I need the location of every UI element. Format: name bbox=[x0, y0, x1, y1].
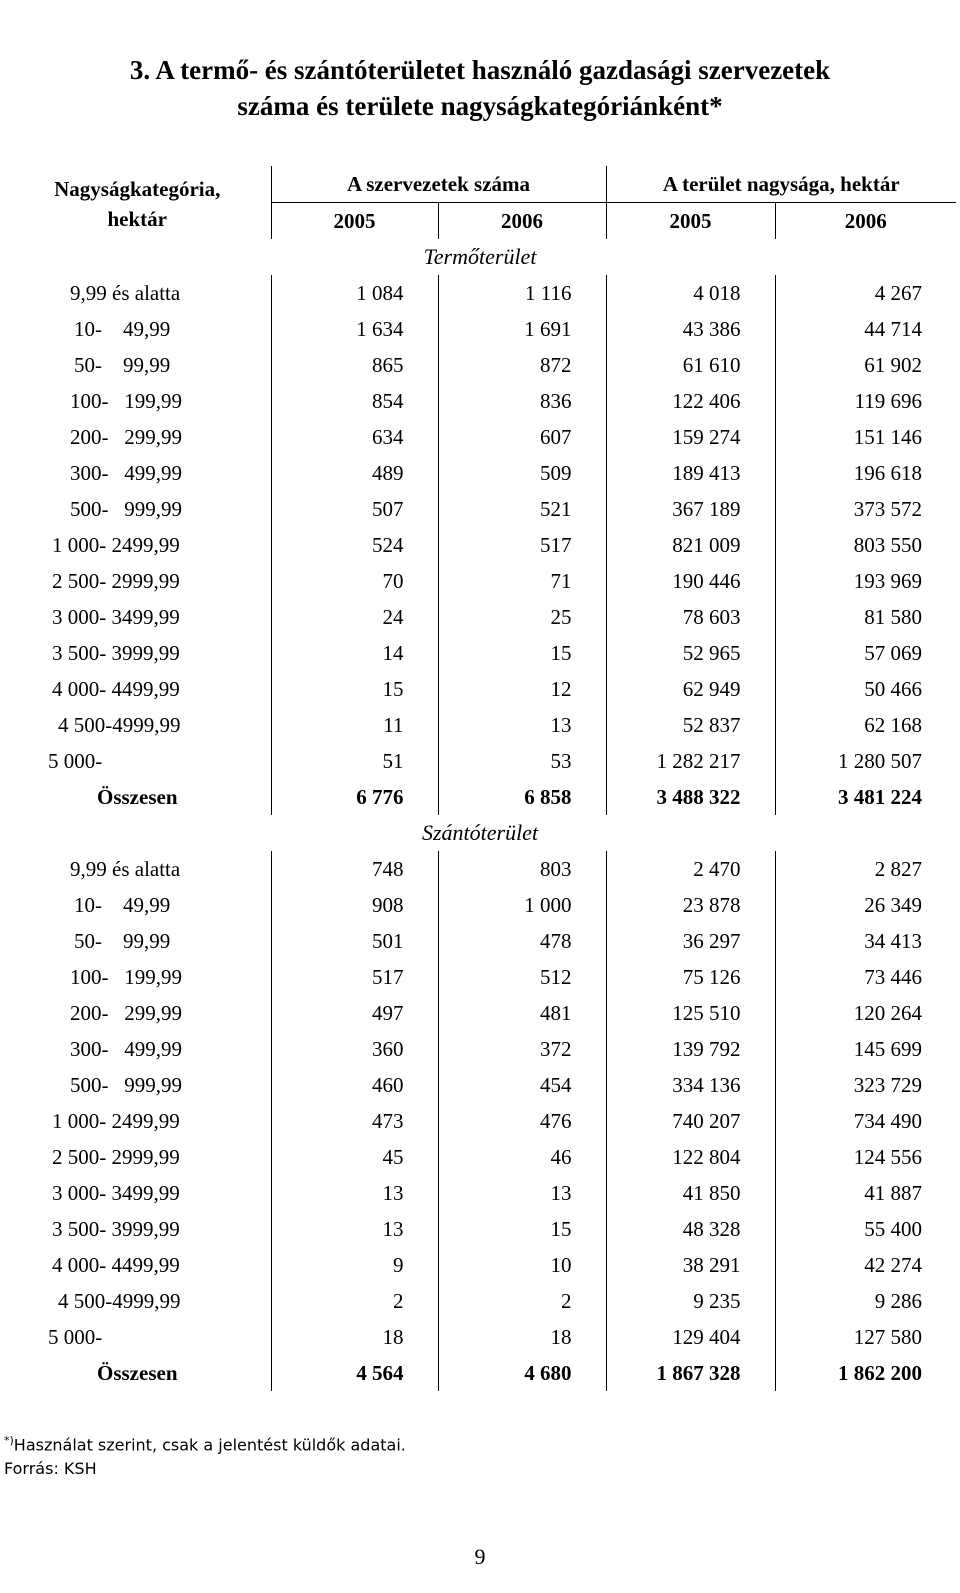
row-label-text: 4 000- 4499,99 bbox=[52, 676, 180, 701]
row-label bbox=[4, 923, 271, 959]
footnote bbox=[4, 1434, 406, 1454]
cell-value: 11 bbox=[271, 707, 438, 743]
cell-value: 9 235 bbox=[606, 1283, 775, 1319]
row-label-text: 500- 999,99 bbox=[70, 1072, 182, 1097]
table-row bbox=[4, 1247, 956, 1283]
cell-value: 44 714 bbox=[775, 311, 956, 347]
cell-value: 51 bbox=[271, 743, 438, 779]
cell-value: 1 634 bbox=[271, 311, 438, 347]
row-label-text: 1 000- 2499,99 bbox=[52, 532, 180, 557]
table-row bbox=[4, 383, 956, 419]
row-label bbox=[4, 1211, 271, 1247]
cell-value: 373 572 bbox=[775, 491, 956, 527]
row-label bbox=[4, 383, 271, 419]
row-label-header-line1: Nagyságkategória, bbox=[54, 177, 221, 201]
header-row-groups bbox=[4, 166, 956, 203]
cell-value: 1 116 bbox=[438, 275, 606, 311]
row-label-text: 9,99 és alatta bbox=[70, 856, 181, 881]
table-row bbox=[4, 599, 956, 635]
cell-value: 1 282 217 bbox=[606, 743, 775, 779]
header-year: 2005 bbox=[606, 203, 775, 240]
cell-value: 78 603 bbox=[606, 599, 775, 635]
data-table bbox=[4, 166, 956, 1391]
cell-value: 52 837 bbox=[606, 707, 775, 743]
cell-value: 803 550 bbox=[775, 527, 956, 563]
table-row bbox=[4, 491, 956, 527]
section-title: Termőterület bbox=[423, 244, 537, 269]
row-label bbox=[4, 347, 271, 383]
source-note: Forrás: KSH bbox=[4, 1459, 97, 1478]
row-label-text: 4 000- 4499,99 bbox=[52, 1252, 180, 1277]
cell-value: 26 349 bbox=[775, 887, 956, 923]
row-label-text: 200- 299,99 bbox=[70, 424, 182, 449]
cell-value: 13 bbox=[271, 1211, 438, 1247]
row-label bbox=[4, 275, 271, 311]
cell-value: 52 965 bbox=[606, 635, 775, 671]
cell-value: 139 792 bbox=[606, 1031, 775, 1067]
cell-value: 460 bbox=[271, 1067, 438, 1103]
cell-value: 75 126 bbox=[606, 959, 775, 995]
header-year: 2006 bbox=[775, 203, 956, 240]
cell-value: 4 267 bbox=[775, 275, 956, 311]
row-label bbox=[4, 671, 271, 707]
table-row bbox=[4, 671, 956, 707]
row-label-text: 5 000- bbox=[48, 1324, 103, 1349]
row-label bbox=[4, 491, 271, 527]
row-label bbox=[4, 959, 271, 995]
cell-value: 41 887 bbox=[775, 1175, 956, 1211]
cell-value: 36 297 bbox=[606, 923, 775, 959]
cell-value: 607 bbox=[438, 419, 606, 455]
cell-value: 1 691 bbox=[438, 311, 606, 347]
cell-value: 122 406 bbox=[606, 383, 775, 419]
cell-value: 524 bbox=[271, 527, 438, 563]
total-value: 3 481 224 bbox=[775, 779, 956, 815]
cell-value: 45 bbox=[271, 1139, 438, 1175]
table-row bbox=[4, 563, 956, 599]
table-row bbox=[4, 1283, 956, 1319]
header-group-area: A terület nagysága, hektár bbox=[606, 166, 956, 203]
section-title: Szántóterület bbox=[421, 820, 539, 845]
row-label bbox=[4, 887, 271, 923]
cell-value: 634 bbox=[271, 419, 438, 455]
cell-value: 125 510 bbox=[606, 995, 775, 1031]
row-label-text: 1 000- 2499,99 bbox=[52, 1108, 180, 1133]
cell-value: 372 bbox=[438, 1031, 606, 1067]
cell-value: 41 850 bbox=[606, 1175, 775, 1211]
row-label bbox=[4, 995, 271, 1031]
cell-value: 18 bbox=[271, 1319, 438, 1355]
cell-value: 734 490 bbox=[775, 1103, 956, 1139]
row-label bbox=[4, 527, 271, 563]
cell-value: 73 446 bbox=[775, 959, 956, 995]
cell-value: 908 bbox=[271, 887, 438, 923]
row-label bbox=[4, 1103, 271, 1139]
row-label-text: 3 000- 3499,99 bbox=[52, 604, 180, 629]
total-value: 6 776 bbox=[271, 779, 438, 815]
cell-value: 740 207 bbox=[606, 1103, 775, 1139]
page-number: 9 bbox=[474, 1544, 486, 1569]
total-value: 1 867 328 bbox=[606, 1355, 775, 1391]
cell-value: 454 bbox=[438, 1067, 606, 1103]
table-row bbox=[4, 275, 956, 311]
row-label bbox=[4, 707, 271, 743]
cell-value: 151 146 bbox=[775, 419, 956, 455]
footnote-mark: *) bbox=[4, 1434, 14, 1447]
section-header-row bbox=[4, 239, 956, 275]
cell-value: 501 bbox=[271, 923, 438, 959]
table-row bbox=[4, 1211, 956, 1247]
row-label bbox=[4, 311, 271, 347]
footnote-text: Használat szerint, csak a jelentést küldők adatai. bbox=[13, 1435, 406, 1455]
total-value: 6 858 bbox=[438, 779, 606, 815]
cell-value: 43 386 bbox=[606, 311, 775, 347]
cell-value: 122 804 bbox=[606, 1139, 775, 1175]
row-label bbox=[4, 1067, 271, 1103]
total-value: 4 564 bbox=[271, 1355, 438, 1391]
cell-value: 489 bbox=[271, 455, 438, 491]
cell-value: 476 bbox=[438, 1103, 606, 1139]
total-row bbox=[4, 779, 956, 815]
cell-value: 517 bbox=[438, 527, 606, 563]
cell-value: 836 bbox=[438, 383, 606, 419]
cell-value: 18 bbox=[438, 1319, 606, 1355]
row-label-text: 300- 499,99 bbox=[70, 1036, 182, 1061]
table-row bbox=[4, 851, 956, 887]
row-label-text: 4 500-4999,99 bbox=[58, 1288, 181, 1313]
cell-value: 53 bbox=[438, 743, 606, 779]
cell-value: 42 274 bbox=[775, 1247, 956, 1283]
header-group-count: A szervezetek száma bbox=[271, 166, 606, 203]
cell-value: 507 bbox=[271, 491, 438, 527]
cell-value: 159 274 bbox=[606, 419, 775, 455]
cell-value: 13 bbox=[438, 1175, 606, 1211]
cell-value: 803 bbox=[438, 851, 606, 887]
cell-value: 34 413 bbox=[775, 923, 956, 959]
cell-value: 2 827 bbox=[775, 851, 956, 887]
cell-value: 360 bbox=[271, 1031, 438, 1067]
cell-value: 517 bbox=[271, 959, 438, 995]
row-label bbox=[4, 1175, 271, 1211]
table-row bbox=[4, 1319, 956, 1355]
cell-value: 71 bbox=[438, 563, 606, 599]
total-value: 3 488 322 bbox=[606, 779, 775, 815]
cell-value: 4 018 bbox=[606, 275, 775, 311]
table-row bbox=[4, 635, 956, 671]
row-label-text: 50- 99,99 bbox=[74, 352, 171, 377]
cell-value: 478 bbox=[438, 923, 606, 959]
cell-value: 55 400 bbox=[775, 1211, 956, 1247]
page-title bbox=[0, 52, 960, 124]
cell-value: 38 291 bbox=[606, 1247, 775, 1283]
cell-value: 13 bbox=[438, 707, 606, 743]
table-row bbox=[4, 959, 956, 995]
cell-value: 189 413 bbox=[606, 455, 775, 491]
cell-value: 14 bbox=[271, 635, 438, 671]
total-value: 1 862 200 bbox=[775, 1355, 956, 1391]
section-header-row bbox=[4, 815, 956, 851]
cell-value: 70 bbox=[271, 563, 438, 599]
cell-value: 129 404 bbox=[606, 1319, 775, 1355]
row-label-text: 200- 299,99 bbox=[70, 1000, 182, 1025]
row-label bbox=[4, 851, 271, 887]
cell-value: 521 bbox=[438, 491, 606, 527]
table-row bbox=[4, 347, 956, 383]
title-line-2: száma és területe nagyságkategóriánként* bbox=[237, 91, 723, 121]
row-label bbox=[4, 743, 271, 779]
table-row bbox=[4, 707, 956, 743]
cell-value: 190 446 bbox=[606, 563, 775, 599]
cell-value: 119 696 bbox=[775, 383, 956, 419]
cell-value: 509 bbox=[438, 455, 606, 491]
cell-value: 61 902 bbox=[775, 347, 956, 383]
cell-value: 50 466 bbox=[775, 671, 956, 707]
row-label bbox=[4, 635, 271, 671]
row-label-text: 3 500- 3999,99 bbox=[52, 640, 180, 665]
cell-value: 497 bbox=[271, 995, 438, 1031]
cell-value: 57 069 bbox=[775, 635, 956, 671]
cell-value: 124 556 bbox=[775, 1139, 956, 1175]
cell-value: 2 bbox=[271, 1283, 438, 1319]
cell-value: 24 bbox=[271, 599, 438, 635]
cell-value: 61 610 bbox=[606, 347, 775, 383]
row-label-text: 2 500- 2999,99 bbox=[52, 568, 180, 593]
cell-value: 367 189 bbox=[606, 491, 775, 527]
total-label: Összesen bbox=[97, 1360, 178, 1385]
cell-value: 1 280 507 bbox=[775, 743, 956, 779]
row-label-text: 5 000- bbox=[48, 748, 103, 773]
cell-value: 323 729 bbox=[775, 1067, 956, 1103]
cell-value: 10 bbox=[438, 1247, 606, 1283]
cell-value: 2 bbox=[438, 1283, 606, 1319]
row-label-text: 500- 999,99 bbox=[70, 496, 182, 521]
cell-value: 15 bbox=[271, 671, 438, 707]
cell-value: 9 286 bbox=[775, 1283, 956, 1319]
table-row bbox=[4, 887, 956, 923]
cell-value: 865 bbox=[271, 347, 438, 383]
row-label-text: 10- 49,99 bbox=[74, 892, 171, 917]
row-label-text: 2 500- 2999,99 bbox=[52, 1144, 180, 1169]
cell-value: 25 bbox=[438, 599, 606, 635]
cell-value: 872 bbox=[438, 347, 606, 383]
cell-value: 512 bbox=[438, 959, 606, 995]
cell-value: 1 084 bbox=[271, 275, 438, 311]
row-label-text: 10- 49,99 bbox=[74, 316, 171, 341]
row-label bbox=[4, 1031, 271, 1067]
total-value: 4 680 bbox=[438, 1355, 606, 1391]
row-label-text: 3 000- 3499,99 bbox=[52, 1180, 180, 1205]
cell-value: 13 bbox=[271, 1175, 438, 1211]
row-label-text: 3 500- 3999,99 bbox=[52, 1216, 180, 1241]
row-label-text: 9,99 és alatta bbox=[70, 280, 181, 305]
table-row bbox=[4, 1175, 956, 1211]
total-row bbox=[4, 1355, 956, 1391]
row-label bbox=[4, 599, 271, 635]
table-row bbox=[4, 311, 956, 347]
cell-value: 120 264 bbox=[775, 995, 956, 1031]
cell-value: 23 878 bbox=[606, 887, 775, 923]
total-label: Összesen bbox=[97, 784, 178, 809]
row-label-header bbox=[4, 166, 271, 239]
table-row bbox=[4, 923, 956, 959]
header-year: 2005 bbox=[271, 203, 438, 240]
cell-value: 196 618 bbox=[775, 455, 956, 491]
cell-value: 81 580 bbox=[775, 599, 956, 635]
table-row bbox=[4, 527, 956, 563]
cell-value: 15 bbox=[438, 635, 606, 671]
cell-value: 62 168 bbox=[775, 707, 956, 743]
cell-value: 12 bbox=[438, 671, 606, 707]
cell-value: 46 bbox=[438, 1139, 606, 1175]
cell-value: 748 bbox=[271, 851, 438, 887]
cell-value: 854 bbox=[271, 383, 438, 419]
table-row bbox=[4, 1103, 956, 1139]
row-label bbox=[4, 1319, 271, 1355]
cell-value: 821 009 bbox=[606, 527, 775, 563]
table-row bbox=[4, 1067, 956, 1103]
row-label bbox=[4, 563, 271, 599]
row-label-text: 300- 499,99 bbox=[70, 460, 182, 485]
table-row bbox=[4, 1139, 956, 1175]
cell-value: 473 bbox=[271, 1103, 438, 1139]
table-row bbox=[4, 419, 956, 455]
row-label-header-line2: hektár bbox=[107, 207, 167, 231]
cell-value: 193 969 bbox=[775, 563, 956, 599]
cell-value: 334 136 bbox=[606, 1067, 775, 1103]
cell-value: 9 bbox=[271, 1247, 438, 1283]
cell-value: 62 949 bbox=[606, 671, 775, 707]
cell-value: 481 bbox=[438, 995, 606, 1031]
title-line-1: 3. A termő- és szántóterületet használó gazdasági szervezetek bbox=[129, 55, 831, 85]
row-label-text: 4 500-4999,99 bbox=[58, 712, 181, 737]
cell-value: 48 328 bbox=[606, 1211, 775, 1247]
table-row bbox=[4, 743, 956, 779]
row-label-text: 100- 199,99 bbox=[70, 964, 182, 989]
cell-value: 145 699 bbox=[775, 1031, 956, 1067]
row-label bbox=[4, 1139, 271, 1175]
row-label bbox=[4, 1247, 271, 1283]
row-label-text: 50- 99,99 bbox=[74, 928, 171, 953]
cell-value: 15 bbox=[438, 1211, 606, 1247]
row-label-text: 100- 199,99 bbox=[70, 388, 182, 413]
row-label bbox=[4, 1283, 271, 1319]
table-row bbox=[4, 455, 956, 491]
header-year: 2006 bbox=[438, 203, 606, 240]
table-row bbox=[4, 1031, 956, 1067]
row-label bbox=[4, 419, 271, 455]
cell-value: 127 580 bbox=[775, 1319, 956, 1355]
cell-value: 1 000 bbox=[438, 887, 606, 923]
cell-value: 2 470 bbox=[606, 851, 775, 887]
table-row bbox=[4, 995, 956, 1031]
row-label bbox=[4, 455, 271, 491]
